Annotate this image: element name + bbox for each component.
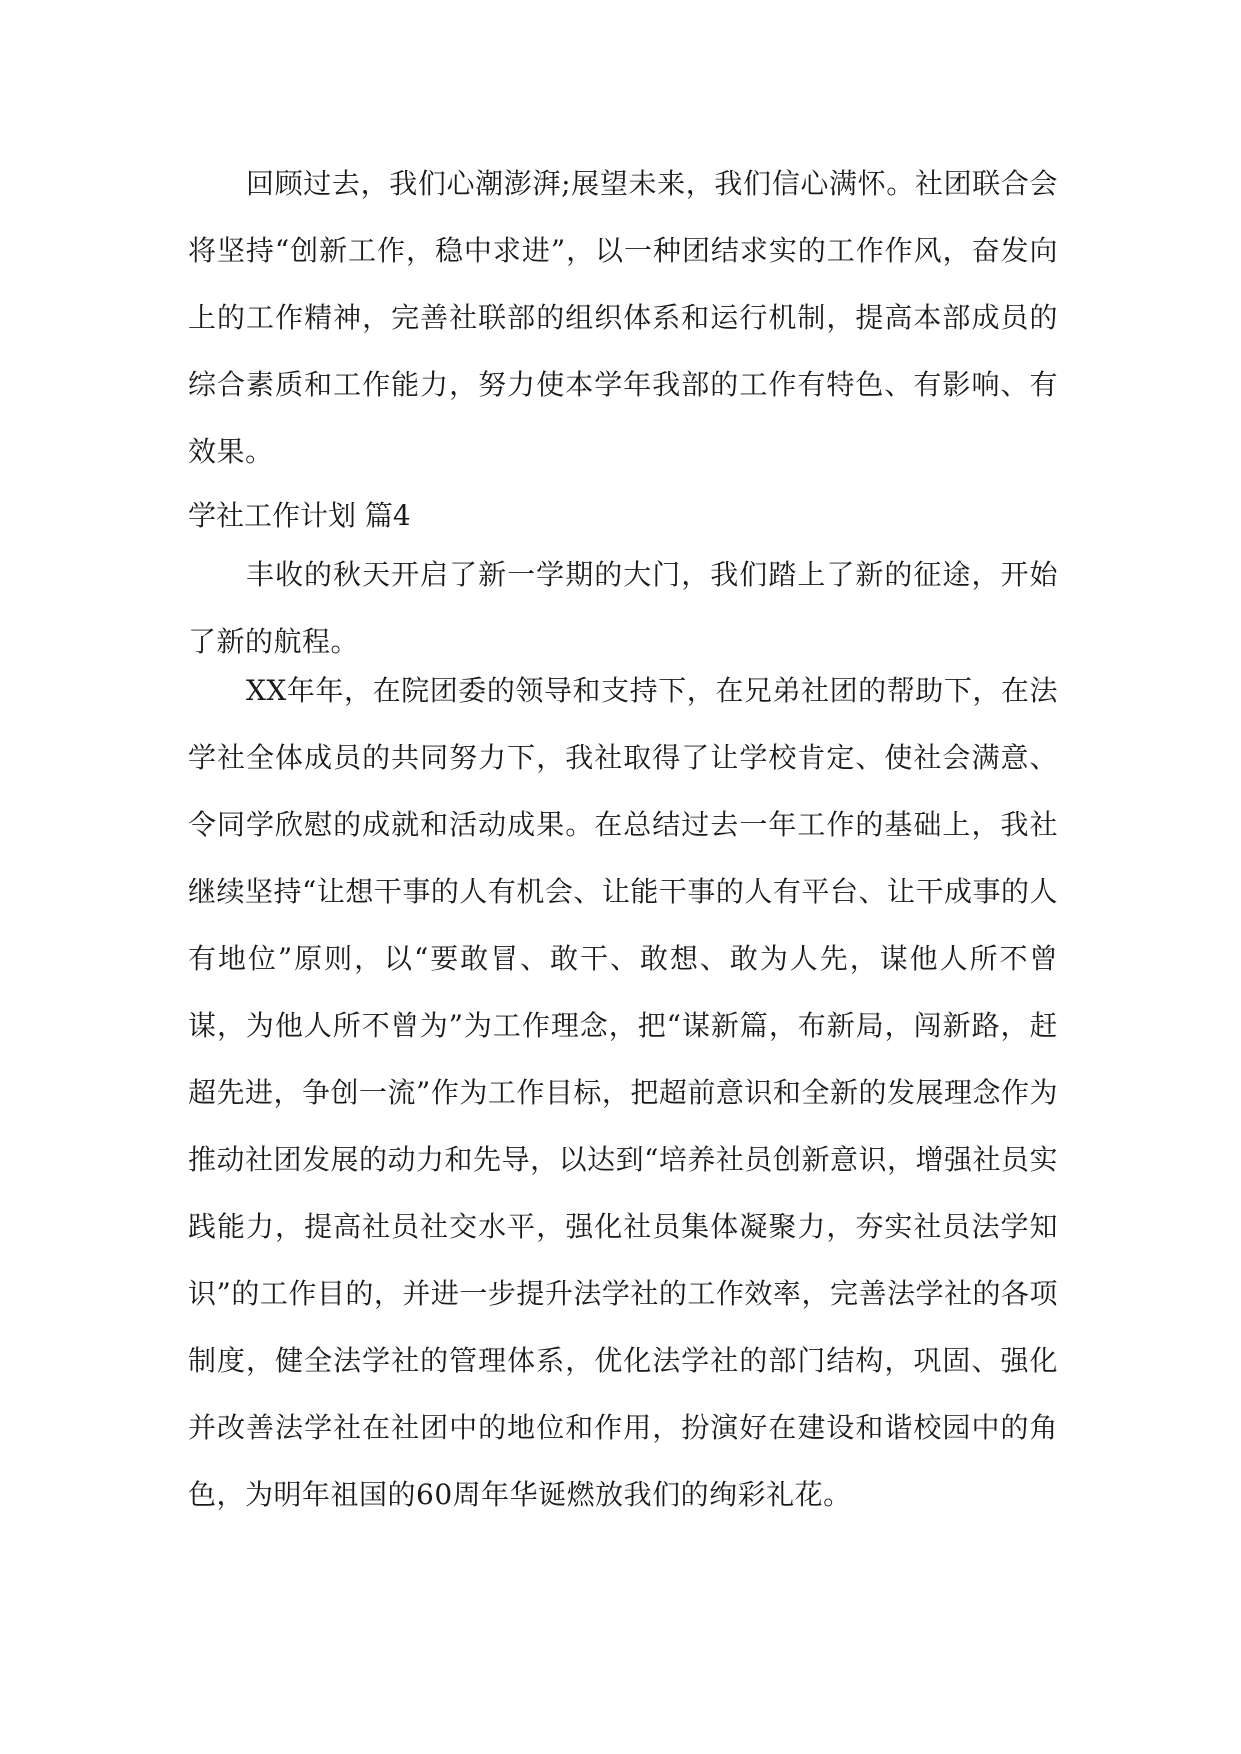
paragraph-review-and-outlook: 回顾过去，我们心潮澎湃;展望未来，我们信心满怀。社团联合会将坚持“创新工作，稳中求进”，以一种团结求实的工作作风，奋发向上的工作精神，完善社联部的组织体系和运行机制，提高本部成员的综合素质和工作能力，努力使本学年我部的工作有特色、有影响、有效果。 — [188, 167, 1058, 468]
paragraph-law-society-plan: XX年年，在院团委的领导和支持下，在兄弟社团的帮助下，在法学社全体成员的共同努力下，我社取得了让学校肯定、使社会满意、令同学欣慰的成就和活动成果。在总结过去一年工作的基础上，我社继续坚持“让想干事的人有机会、让能干事的人有平台、让干成事的人有地位”原则，以“要敢冒、敢干、敢想、敢为人先，谋他人所不曾谋，为他人所不曾为”为工作理念，把“谋新篇，布新局，闯新路，赶超先进，争创一流”作为工作目标，把超前意识和全新的发展理念作为推动社团发展的动力和先导，以达到“培养社员创新意识，增强社员实践能力，提高社员社交水平，强化社员集体凝聚力，夯实社员法学知识”的工作目的，并进一步提升法学社的工作效率，完善法学社的各项制度，健全法学社的管理体系，优化法学社的部门结构，巩固、强化并改善法学社在社团中的地位和作用，扮演好在建设和谐校园中的角色，为明年祖国的60周年华诞燃放我们的绚彩礼花。 — [188, 674, 1058, 1511]
paragraph-autumn-opening: 丰收的秋天开启了新一学期的大门，我们踏上了新的征途，开始了新的航程。 — [188, 558, 1058, 658]
section-title: 学社工作计划 篇4 — [188, 499, 411, 532]
